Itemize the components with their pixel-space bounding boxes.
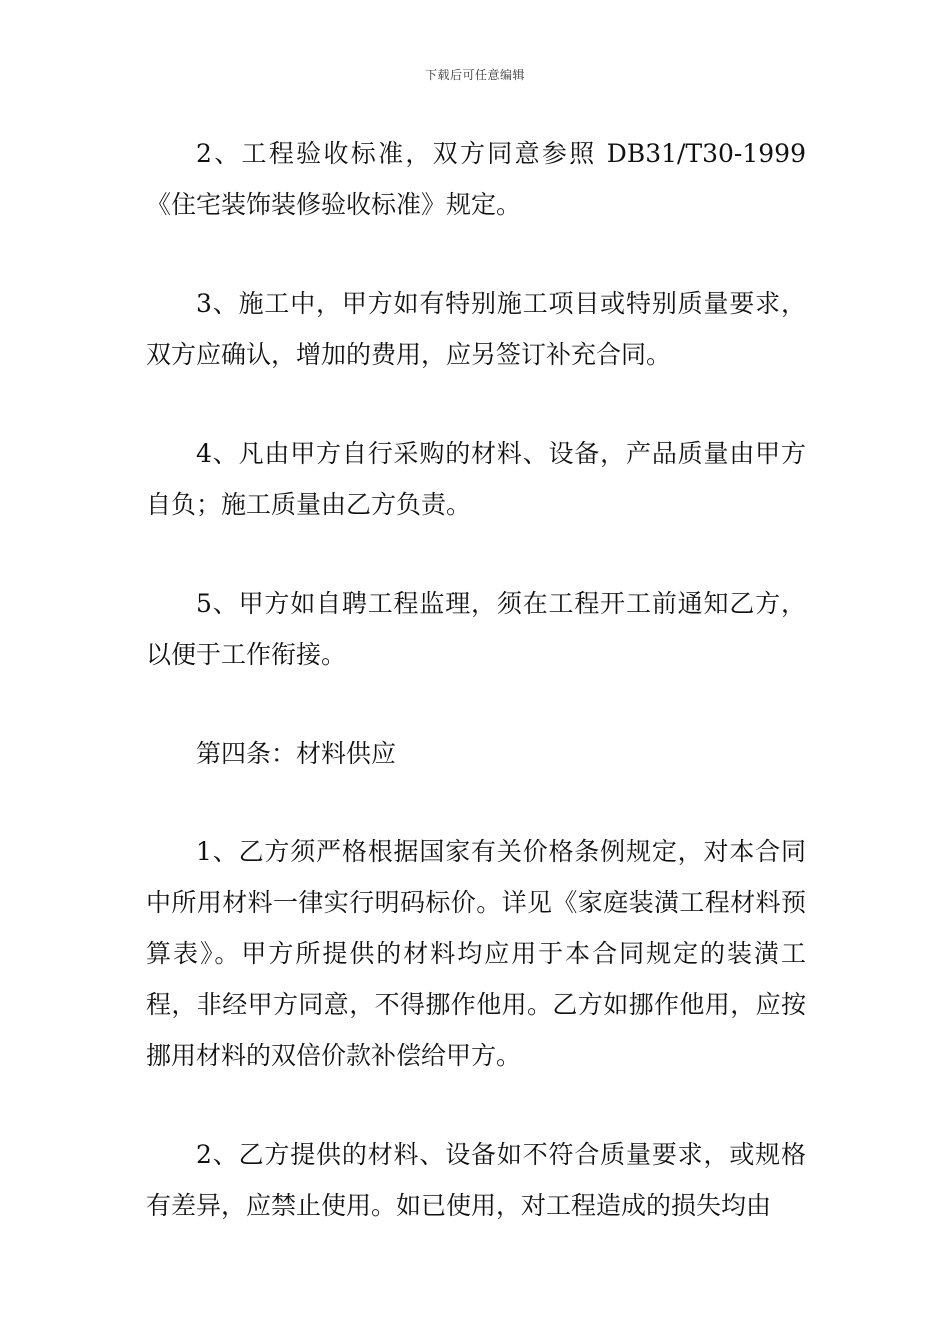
supply-paragraph-2: 2、乙方提供的材料、设备如不符合质量要求，或规格有差异，应禁止使用。如已使用，对工程造成的损失均由 [146, 1140, 806, 1220]
clause-paragraph-3: 3、施工中，甲方如有特别施工项目或特别质量要求，双方应确认，增加的费用，应另签订补充合同。 [146, 289, 806, 369]
article-heading: 第四条：材料供应 [196, 739, 397, 768]
clause-paragraph-4: 4、凡由甲方自行采购的材料、设备，产品质量由甲方自负；施工质量由乙方负责。 [146, 439, 806, 519]
clause-paragraph-2: 2、工程验收标准，双方同意参照 DB31/T30-1999《住宅装饰装修验收标准》规定。 [146, 139, 806, 219]
document-body [146, 128, 806, 1279]
page-header: 下载后可任意编辑 [424, 68, 525, 82]
clause-paragraph-5: 5、甲方如自聘工程监理，须在工程开工前通知乙方，以便于工作衔接。 [146, 589, 806, 669]
supply-paragraph-1: 1、乙方须严格根据国家有关价格条例规定，对本合同中所用材料一律实行明码标价。详见《家庭装潢工程材料预算表》。甲方所提供的材料均应用于本合同规定的装潢工程，非经甲方同意，不得挪作他用。乙方如挪作他用，应按挪用材料的双倍价款补偿给甲方。 [146, 837, 806, 1070]
